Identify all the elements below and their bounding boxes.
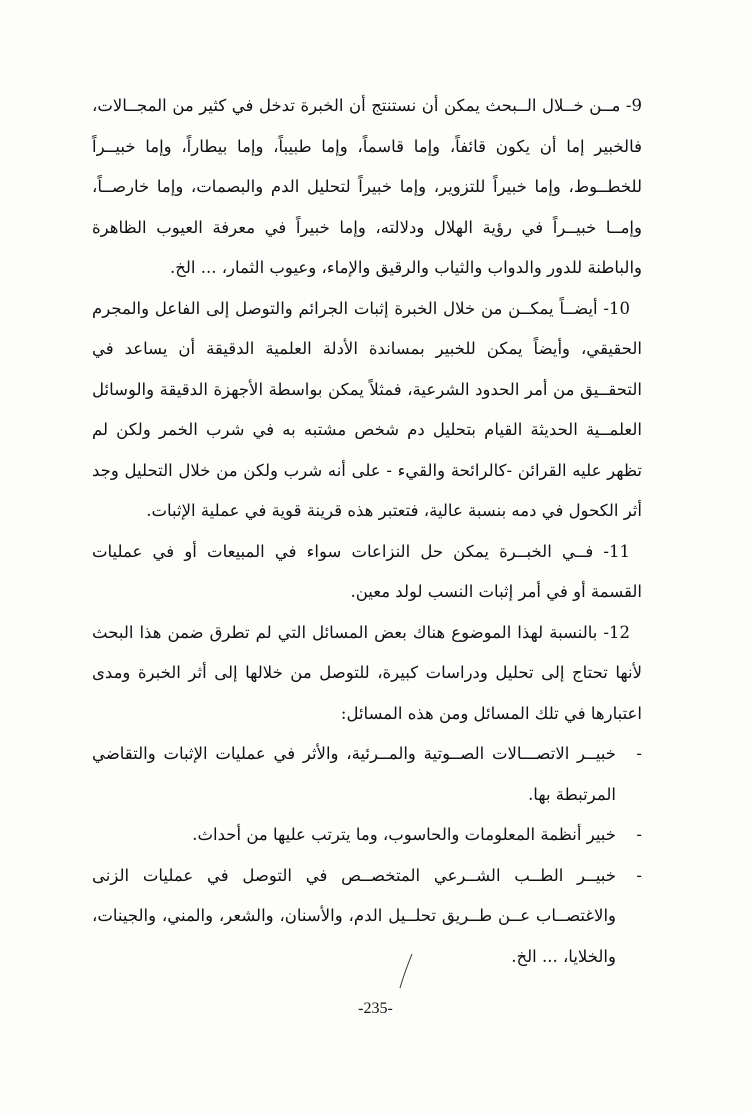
list-item <box>92 815 642 856</box>
bullet-text: خبير أنظمة المعلومات والحاسوب، وما يترتب عليها من أحداث. <box>192 825 616 844</box>
paragraph-9: 9- مــن خــلال الــبحث يمكن أن نستنتج أن الخبرة تدخل في كثير من المجــالات، فالخبير إما أن يكون قائفاً، وإما قاسماً، وإما طبيباً، وإما بيطاراً، وإما خبيــراً للخطــوط، وإما خبيراً للتزوير، وإما خبيراً لتحليل الدم والبصمات، وإما خارصــاً، وإمــا خبيــراً في رؤية الهلال ودلالته، وإما خبيراً في معرفة العيوب الظاهرة والباطنة للدور والدواب والثياب والرقيق والإماء، وعيوب الثمار، ... الخ. <box>92 96 642 277</box>
bullet-dash: - <box>636 865 642 885</box>
bullet-dash: - <box>636 825 642 844</box>
document-body <box>92 86 642 977</box>
bullet-list <box>92 734 642 977</box>
list-item <box>92 734 642 815</box>
paragraph-10: 10- أيضــاً يمكــن من خلال الخبرة إثبات الجرائم والتوصل إلى الفاعل والمجرم الحقيقي، وأيضاً يمكن للخبير بمساندة الأدلة العلمية الدقيقة أن يساعد في التحقــيق من أمر الحدود الشرعية، فمثلاً يمكن بواسطة الأجهزة الدقيقة والوسائل العلمــية الحديثة القيام بتحليل دم شخص مشتبه به في شرب الخمر ولكن لم تظهر عليه القرائن -كالرائحة والقيء - على أنه شرب ولكن من خلال التحليل وجد أثر الكحول في دمه بنسبة عالية، فتعتبر هذه قرينة قوية في عملية الإثبات. <box>92 298 642 520</box>
paragraph-11: 11- فــي الخبــرة يمكن حل النزاعات سواء في المبيعات أو في عمليات القسمة أو في أمر إثبات النسب لولد معين. <box>92 541 642 601</box>
pen-stroke-mark <box>396 952 416 992</box>
bullet-text: خبيــر الاتصـــالات الصــوتية والمــرئية، والأثر في عمليات الإثبات والتقاضي المرتبطة بها. <box>92 744 616 804</box>
list-item <box>92 856 642 978</box>
bullet-text: خبيــر الطــب الشــرعي المتخصــص في التوصل في عمليات الزنى والاغتصــاب عــن طــريق تحلــيل الدم، والأسنان، والشعر، والمني، والجينات، والخلايا، ... الخ. <box>92 865 616 966</box>
bullet-dash: - <box>636 744 642 763</box>
paragraph-12: 12- بالنسبة لهذا الموضوع هناك بعض المسائل التي لم تطرق ضمن هذا البحث لأنها تحتاج إلى تحليل ودراسات كبيرة، للتوصل من خلالها إلى أثر الخبرة ومدى اعتبارها في تلك المسائل ومن هذه المسائل: <box>92 622 642 723</box>
page-number: -235- <box>358 1000 393 1017</box>
